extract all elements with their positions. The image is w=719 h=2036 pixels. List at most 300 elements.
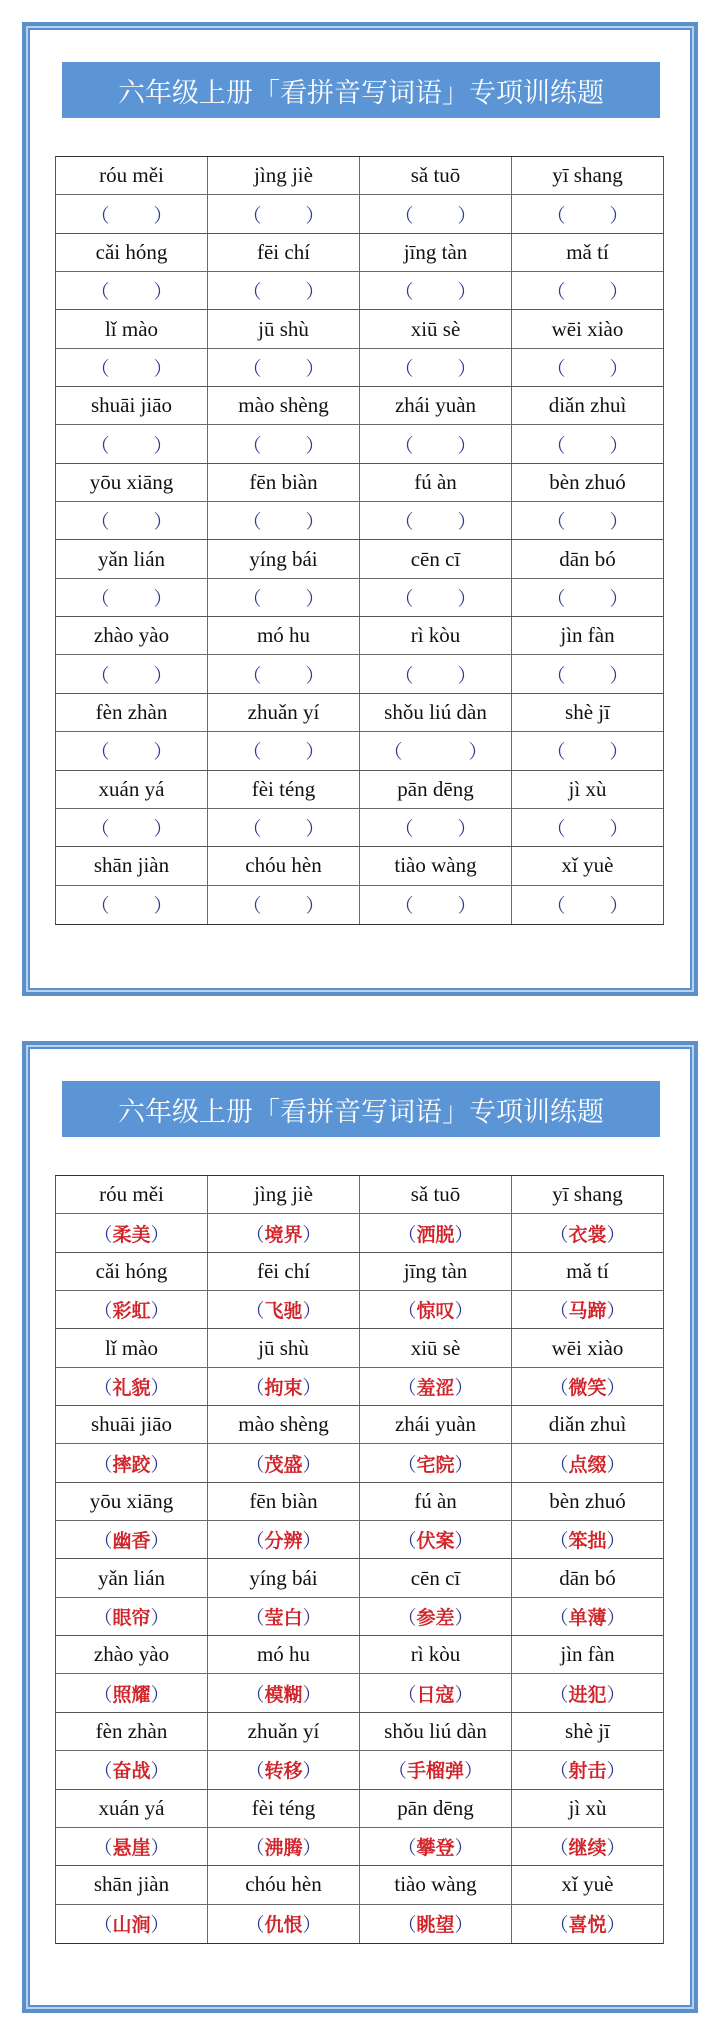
open-paren: （ bbox=[93, 1376, 113, 1399]
open-paren: （ bbox=[546, 357, 566, 380]
blank-answer-cell[interactable] bbox=[208, 195, 360, 232]
answer-text: 奋战 bbox=[112, 1760, 151, 1783]
pinyin-text: yī shang bbox=[552, 163, 623, 188]
open-paren: （ bbox=[242, 587, 262, 610]
close-paren: ） bbox=[454, 1606, 474, 1629]
answer-cell bbox=[512, 1751, 663, 1788]
pinyin-cell bbox=[360, 1483, 512, 1520]
pinyin-row bbox=[56, 1253, 663, 1291]
open-paren: （ bbox=[397, 1914, 417, 1937]
open-paren: （ bbox=[549, 1837, 569, 1860]
pinyin-text: yíng bái bbox=[249, 546, 318, 571]
open-paren: （ bbox=[93, 1606, 113, 1629]
open-paren: （ bbox=[394, 281, 414, 304]
close-paren: ） bbox=[454, 1914, 474, 1937]
pinyin-cell bbox=[360, 847, 512, 884]
pinyin-cell bbox=[360, 1329, 512, 1366]
blank-answer-cell[interactable] bbox=[208, 732, 360, 769]
answer-row bbox=[56, 579, 663, 617]
open-paren: （ bbox=[397, 1530, 417, 1553]
answer-text: 拘束 bbox=[264, 1376, 303, 1399]
blank-answer-cell[interactable] bbox=[208, 809, 360, 846]
blank-answer-cell[interactable] bbox=[360, 425, 512, 462]
blank-answer-cell[interactable] bbox=[512, 272, 663, 309]
pinyin-cell bbox=[360, 1866, 512, 1903]
answer-text: 分辨 bbox=[264, 1530, 303, 1553]
blank-answer-cell[interactable] bbox=[56, 886, 208, 924]
blank-answer-cell[interactable] bbox=[512, 886, 663, 924]
answer-text: 单薄 bbox=[568, 1606, 607, 1629]
answer-text: 手榴弹 bbox=[406, 1760, 464, 1783]
blank-answer-cell[interactable] bbox=[512, 195, 663, 232]
pinyin-cell bbox=[56, 771, 208, 808]
pinyin-row bbox=[56, 1176, 663, 1214]
close-paren: ） bbox=[305, 511, 325, 534]
answer-cell bbox=[360, 1598, 512, 1635]
pinyin-text: fèi téng bbox=[251, 776, 316, 801]
close-paren: ） bbox=[457, 357, 477, 380]
pinyin-cell bbox=[208, 1790, 360, 1827]
answer-text: 羞涩 bbox=[416, 1376, 455, 1399]
title-banner bbox=[62, 1081, 660, 1137]
open-paren: （ bbox=[546, 664, 566, 687]
pinyin-cell bbox=[56, 1866, 208, 1903]
close-paren: ） bbox=[454, 1376, 474, 1399]
close-paren: ） bbox=[153, 204, 173, 227]
pinyin-text: wēi xiào bbox=[551, 1335, 624, 1360]
answer-text: 笨拙 bbox=[568, 1530, 607, 1553]
answer-cell bbox=[512, 1828, 663, 1865]
pinyin-text: mó hu bbox=[256, 1642, 311, 1667]
answer-cell bbox=[360, 1674, 512, 1711]
pinyin-text: pān dēng bbox=[397, 1795, 474, 1820]
pinyin-text: rì kòu bbox=[410, 1642, 461, 1667]
pinyin-cell bbox=[512, 310, 663, 347]
pinyin-cell bbox=[360, 617, 512, 654]
open-paren: （ bbox=[245, 1606, 265, 1629]
answer-text: 境界 bbox=[264, 1223, 303, 1246]
close-paren: ） bbox=[609, 587, 629, 610]
pinyin-cell bbox=[512, 387, 663, 424]
pinyin-cell bbox=[512, 1636, 663, 1673]
blank-answer-cell[interactable] bbox=[208, 655, 360, 692]
open-paren: （ bbox=[245, 1376, 265, 1399]
answer-text: 模糊 bbox=[264, 1683, 303, 1706]
close-paren: ） bbox=[606, 1606, 626, 1629]
open-paren: （ bbox=[546, 434, 566, 457]
open-paren: （ bbox=[549, 1300, 569, 1323]
pinyin-cell bbox=[56, 464, 208, 501]
pinyin-cell bbox=[208, 387, 360, 424]
pinyin-text: fēi chí bbox=[256, 1258, 311, 1283]
open-paren: （ bbox=[90, 511, 110, 534]
open-paren: （ bbox=[397, 1453, 417, 1476]
pinyin-text: yǎn lián bbox=[97, 546, 166, 571]
blank-answer-cell[interactable] bbox=[360, 502, 512, 539]
pinyin-cell bbox=[512, 1406, 663, 1443]
blank-answer-cell[interactable] bbox=[56, 349, 208, 386]
open-paren: （ bbox=[93, 1530, 113, 1553]
pinyin-text: yōu xiāng bbox=[89, 469, 174, 494]
open-paren: （ bbox=[242, 741, 262, 764]
pinyin-cell bbox=[512, 694, 663, 731]
pinyin-text: shè jī bbox=[565, 699, 610, 724]
open-paren: （ bbox=[93, 1300, 113, 1323]
blank-answer-cell[interactable] bbox=[208, 425, 360, 462]
pinyin-cell bbox=[360, 1713, 512, 1750]
blank-answer-cell[interactable] bbox=[512, 349, 663, 386]
blank-answer-cell[interactable] bbox=[56, 425, 208, 462]
answer-cell bbox=[512, 1214, 663, 1251]
pinyin-cell bbox=[208, 1713, 360, 1750]
open-paren: （ bbox=[245, 1300, 265, 1323]
answer-cell bbox=[208, 1828, 360, 1865]
pinyin-text: fú àn bbox=[414, 1488, 457, 1513]
close-paren: ） bbox=[153, 281, 173, 304]
blank-answer-cell[interactable] bbox=[360, 655, 512, 692]
answer-cell bbox=[360, 1828, 512, 1865]
open-paren: （ bbox=[546, 511, 566, 534]
pinyin-cell bbox=[56, 540, 208, 577]
answer-text: 惊叹 bbox=[416, 1300, 455, 1323]
answer-row bbox=[56, 1828, 663, 1866]
blank-answer-cell[interactable] bbox=[56, 272, 208, 309]
blank-answer-cell[interactable] bbox=[56, 655, 208, 692]
close-paren: ） bbox=[305, 281, 325, 304]
pinyin-text: sǎ tuō bbox=[410, 163, 461, 188]
pinyin-text: mào shèng bbox=[238, 393, 329, 418]
blank-answer-cell[interactable] bbox=[512, 732, 663, 769]
open-paren: （ bbox=[245, 1223, 265, 1246]
close-paren: ） bbox=[150, 1606, 170, 1629]
close-paren: ） bbox=[153, 818, 173, 841]
blank-answer-cell[interactable] bbox=[56, 732, 208, 769]
answer-cell bbox=[56, 1368, 208, 1405]
close-paren: ） bbox=[609, 895, 629, 918]
blank-answer-cell[interactable] bbox=[208, 272, 360, 309]
answer-text: 继续 bbox=[568, 1837, 607, 1860]
open-paren: （ bbox=[549, 1223, 569, 1246]
blank-answer-cell[interactable] bbox=[56, 809, 208, 846]
answer-text: 沸腾 bbox=[264, 1837, 303, 1860]
answer-row bbox=[56, 655, 663, 693]
answer-text: 马蹄 bbox=[568, 1300, 607, 1323]
pinyin-cell bbox=[56, 847, 208, 884]
pinyin-cell bbox=[512, 157, 663, 194]
close-paren: ） bbox=[609, 204, 629, 227]
open-paren: （ bbox=[242, 434, 262, 457]
pinyin-text: shè jī bbox=[565, 1718, 610, 1743]
close-paren: ） bbox=[305, 357, 325, 380]
pinyin-text: fèi téng bbox=[251, 1795, 316, 1820]
open-paren: （ bbox=[397, 1223, 417, 1246]
answer-cell bbox=[56, 1291, 208, 1328]
pinyin-cell bbox=[512, 1483, 663, 1520]
close-paren: ） bbox=[150, 1223, 170, 1246]
pinyin-text: shǒu liú dàn bbox=[384, 699, 487, 724]
open-paren: （ bbox=[90, 895, 110, 918]
title-banner bbox=[62, 62, 660, 118]
answer-text: 微笑 bbox=[568, 1376, 607, 1399]
blank-answer-cell[interactable] bbox=[360, 272, 512, 309]
pinyin-text: wēi xiào bbox=[551, 316, 624, 341]
answer-row bbox=[56, 732, 663, 770]
open-paren: （ bbox=[546, 818, 566, 841]
answer-text: 悬崖 bbox=[112, 1837, 151, 1860]
close-paren: ） bbox=[454, 1300, 474, 1323]
pinyin-cell bbox=[360, 1559, 512, 1596]
close-paren: ） bbox=[609, 511, 629, 534]
pinyin-text: jì xù bbox=[568, 776, 607, 801]
answer-text: 点缀 bbox=[568, 1453, 607, 1476]
open-paren: （ bbox=[394, 204, 414, 227]
pinyin-text: zhào yào bbox=[93, 1642, 170, 1667]
open-paren: （ bbox=[245, 1453, 265, 1476]
answer-row bbox=[56, 1598, 663, 1636]
open-paren: （ bbox=[394, 664, 414, 687]
pinyin-cell bbox=[56, 1483, 208, 1520]
pinyin-row bbox=[56, 1329, 663, 1367]
pinyin-text: jū shù bbox=[258, 1335, 309, 1360]
close-paren: ） bbox=[454, 1683, 474, 1706]
pinyin-text: zhái yuàn bbox=[394, 1412, 477, 1437]
open-paren: （ bbox=[242, 511, 262, 534]
open-paren: （ bbox=[546, 587, 566, 610]
close-paren: ） bbox=[305, 664, 325, 687]
pinyin-text: xuán yá bbox=[98, 776, 165, 801]
close-paren: ） bbox=[457, 281, 477, 304]
pinyin-text: shān jiàn bbox=[93, 853, 170, 878]
open-paren: （ bbox=[383, 741, 403, 764]
blank-answer-cell[interactable] bbox=[512, 655, 663, 692]
close-paren: ） bbox=[457, 434, 477, 457]
pinyin-cell bbox=[360, 157, 512, 194]
blank-answer-cell[interactable] bbox=[360, 349, 512, 386]
pinyin-text: fēn biàn bbox=[249, 469, 318, 494]
close-paren: ） bbox=[468, 741, 488, 764]
close-paren: ） bbox=[150, 1376, 170, 1399]
answer-table bbox=[55, 1175, 664, 1944]
answer-cell bbox=[56, 1674, 208, 1711]
open-paren: （ bbox=[90, 204, 110, 227]
answer-cell bbox=[56, 1444, 208, 1481]
close-paren: ） bbox=[150, 1453, 170, 1476]
close-paren: ） bbox=[457, 818, 477, 841]
pinyin-cell bbox=[512, 1329, 663, 1366]
pinyin-row bbox=[56, 1483, 663, 1521]
close-paren: ） bbox=[150, 1300, 170, 1323]
answer-cell bbox=[56, 1214, 208, 1251]
open-paren: （ bbox=[93, 1914, 113, 1937]
pinyin-text: yíng bái bbox=[249, 1565, 318, 1590]
close-paren: ） bbox=[150, 1530, 170, 1553]
open-paren: （ bbox=[245, 1760, 265, 1783]
pinyin-cell bbox=[512, 1176, 663, 1213]
open-paren: （ bbox=[90, 434, 110, 457]
pinyin-text: mǎ tí bbox=[566, 239, 609, 264]
pinyin-text: fèn zhàn bbox=[95, 699, 168, 724]
answer-cell bbox=[56, 1521, 208, 1558]
blank-answer-cell[interactable] bbox=[56, 195, 208, 232]
answer-text: 礼貌 bbox=[112, 1376, 151, 1399]
open-paren: （ bbox=[90, 818, 110, 841]
blank-answer-cell[interactable] bbox=[208, 349, 360, 386]
close-paren: ） bbox=[606, 1530, 626, 1553]
answer-cell bbox=[208, 1214, 360, 1251]
open-paren: （ bbox=[245, 1914, 265, 1937]
pinyin-text: zhào yào bbox=[93, 623, 170, 648]
close-paren: ） bbox=[606, 1837, 626, 1860]
exercise-table bbox=[55, 156, 664, 925]
close-paren: ） bbox=[609, 357, 629, 380]
pinyin-cell bbox=[360, 234, 512, 271]
close-paren: ） bbox=[302, 1760, 322, 1783]
pinyin-text: fú àn bbox=[414, 469, 457, 494]
blank-answer-cell[interactable] bbox=[208, 579, 360, 616]
pinyin-cell bbox=[56, 387, 208, 424]
pinyin-text: xuán yá bbox=[98, 1795, 165, 1820]
pinyin-cell bbox=[208, 1866, 360, 1903]
pinyin-cell bbox=[56, 1790, 208, 1827]
pinyin-cell bbox=[208, 234, 360, 271]
answer-text: 转移 bbox=[264, 1760, 303, 1783]
pinyin-text: róu měi bbox=[99, 163, 164, 188]
close-paren: ） bbox=[609, 818, 629, 841]
blank-answer-cell[interactable] bbox=[360, 886, 512, 924]
pinyin-text: tiào wàng bbox=[394, 1872, 477, 1897]
answer-text: 伏案 bbox=[416, 1530, 455, 1553]
blank-answer-cell[interactable] bbox=[512, 809, 663, 846]
blank-answer-cell[interactable] bbox=[56, 579, 208, 616]
pinyin-cell bbox=[512, 1790, 663, 1827]
open-paren: （ bbox=[397, 1683, 417, 1706]
close-paren: ） bbox=[302, 1914, 322, 1937]
blank-answer-cell[interactable] bbox=[360, 732, 512, 769]
close-paren: ） bbox=[153, 511, 173, 534]
answer-cell bbox=[512, 1905, 663, 1943]
close-paren: ） bbox=[153, 357, 173, 380]
pinyin-text: xiū sè bbox=[410, 316, 461, 341]
open-paren: （ bbox=[245, 1837, 265, 1860]
close-paren: ） bbox=[150, 1683, 170, 1706]
open-paren: （ bbox=[90, 357, 110, 380]
answer-cell bbox=[208, 1444, 360, 1481]
pinyin-cell bbox=[208, 694, 360, 731]
pinyin-cell bbox=[208, 464, 360, 501]
answer-row bbox=[56, 272, 663, 310]
blank-answer-cell[interactable] bbox=[208, 502, 360, 539]
open-paren: （ bbox=[242, 895, 262, 918]
close-paren: ） bbox=[606, 1223, 626, 1246]
close-paren: ） bbox=[454, 1530, 474, 1553]
answer-text: 进犯 bbox=[568, 1683, 607, 1706]
blank-answer-cell[interactable] bbox=[512, 579, 663, 616]
blank-answer-cell[interactable] bbox=[360, 195, 512, 232]
blank-answer-cell[interactable] bbox=[512, 502, 663, 539]
pinyin-cell bbox=[56, 617, 208, 654]
close-paren: ） bbox=[305, 818, 325, 841]
pinyin-cell bbox=[512, 771, 663, 808]
pinyin-text: xiū sè bbox=[410, 1335, 461, 1360]
close-paren: ） bbox=[609, 664, 629, 687]
pinyin-cell bbox=[56, 234, 208, 271]
pinyin-text: yǎn lián bbox=[97, 1565, 166, 1590]
open-paren: （ bbox=[549, 1606, 569, 1629]
pinyin-text: jū shù bbox=[258, 316, 309, 341]
answer-cell bbox=[208, 1751, 360, 1788]
open-paren: （ bbox=[546, 281, 566, 304]
answer-cell bbox=[56, 1905, 208, 1943]
pinyin-cell bbox=[208, 157, 360, 194]
pinyin-text: pān dēng bbox=[397, 776, 474, 801]
pinyin-cell bbox=[208, 1483, 360, 1520]
pinyin-text: cēn cī bbox=[410, 546, 461, 571]
open-paren: （ bbox=[394, 895, 414, 918]
answer-cell bbox=[512, 1598, 663, 1635]
close-paren: ） bbox=[457, 511, 477, 534]
pinyin-row bbox=[56, 234, 663, 272]
pinyin-cell bbox=[208, 540, 360, 577]
answer-cell bbox=[208, 1905, 360, 1943]
open-paren: （ bbox=[90, 587, 110, 610]
answer-row bbox=[56, 195, 663, 233]
close-paren: ） bbox=[464, 1760, 484, 1783]
pinyin-text: jìng jiè bbox=[254, 1182, 313, 1207]
close-paren: ） bbox=[305, 587, 325, 610]
blank-answer-cell[interactable] bbox=[208, 886, 360, 924]
pinyin-text: jì xù bbox=[568, 1795, 607, 1820]
answer-cell bbox=[208, 1521, 360, 1558]
answer-text: 仇恨 bbox=[264, 1914, 303, 1937]
pinyin-cell bbox=[512, 1713, 663, 1750]
answer-text: 日寇 bbox=[416, 1683, 455, 1706]
pinyin-cell bbox=[512, 847, 663, 884]
blank-answer-cell[interactable] bbox=[56, 502, 208, 539]
open-paren: （ bbox=[549, 1453, 569, 1476]
pinyin-text: bèn zhuó bbox=[549, 1488, 626, 1513]
blank-answer-cell[interactable] bbox=[360, 579, 512, 616]
open-paren: （ bbox=[90, 741, 110, 764]
answer-row bbox=[56, 886, 663, 924]
answer-cell bbox=[512, 1521, 663, 1558]
answer-cell bbox=[56, 1828, 208, 1865]
blank-answer-cell[interactable] bbox=[360, 809, 512, 846]
pinyin-cell bbox=[360, 310, 512, 347]
pinyin-cell bbox=[208, 847, 360, 884]
pinyin-text: chóu hèn bbox=[245, 1872, 322, 1897]
close-paren: ） bbox=[606, 1300, 626, 1323]
pinyin-cell bbox=[512, 234, 663, 271]
pinyin-cell bbox=[208, 1636, 360, 1673]
close-paren: ） bbox=[609, 741, 629, 764]
close-paren: ） bbox=[302, 1453, 322, 1476]
pinyin-row bbox=[56, 157, 663, 195]
answer-cell bbox=[56, 1598, 208, 1635]
answer-text: 彩虹 bbox=[112, 1300, 151, 1323]
blank-answer-cell[interactable] bbox=[512, 425, 663, 462]
pinyin-row bbox=[56, 694, 663, 732]
answer-cell bbox=[208, 1598, 360, 1635]
answer-row bbox=[56, 425, 663, 463]
pinyin-row bbox=[56, 617, 663, 655]
open-paren: （ bbox=[394, 357, 414, 380]
close-paren: ） bbox=[454, 1837, 474, 1860]
answer-cell bbox=[512, 1368, 663, 1405]
pinyin-text: jīng tàn bbox=[403, 1258, 468, 1283]
pinyin-row bbox=[56, 540, 663, 578]
answer-text: 飞驰 bbox=[264, 1300, 303, 1323]
pinyin-cell bbox=[56, 1713, 208, 1750]
